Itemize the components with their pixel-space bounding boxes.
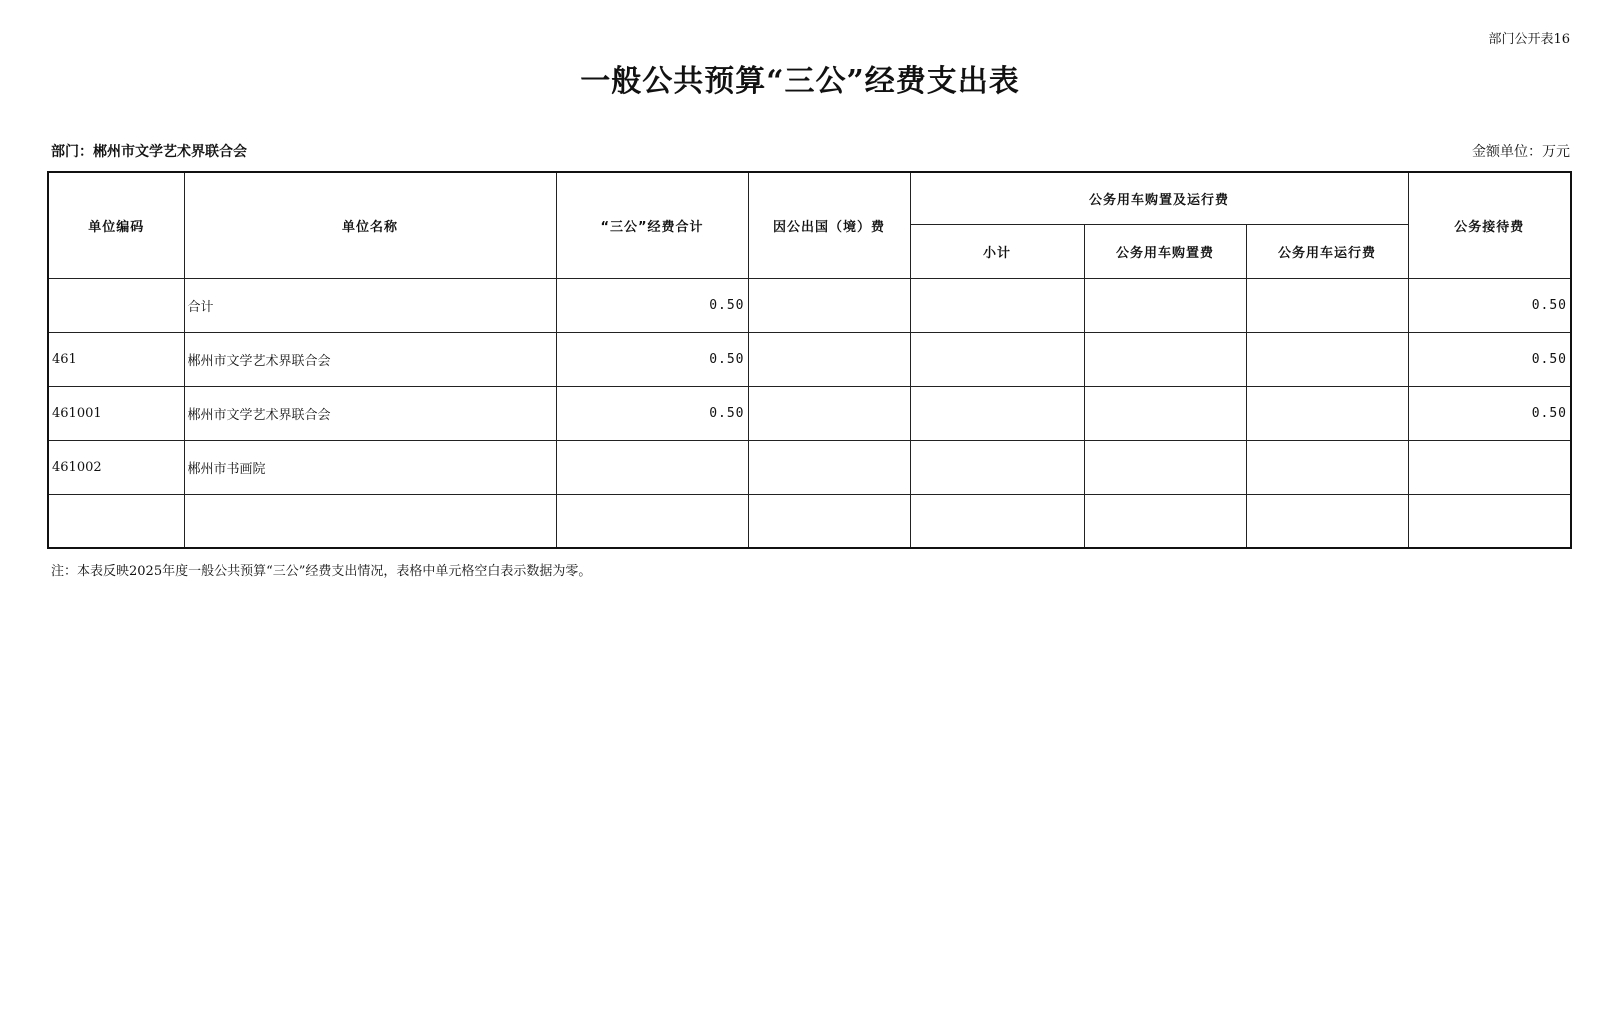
- cell-vehicle-subtotal: [910, 494, 1084, 548]
- cell-name: 郴州市文学艺术界联合会: [184, 332, 556, 386]
- table-note: 注：本表反映2025年度一般公共预算“三公”经费支出情况，表格中单元格空白表示数据为零。: [51, 564, 592, 579]
- cell-code: 461: [48, 332, 184, 386]
- cell-vehicle-operation: [1246, 332, 1408, 386]
- cell-code: [48, 278, 184, 332]
- header-unit-name: 单位名称: [184, 172, 556, 278]
- cell-overseas: [748, 278, 910, 332]
- cell-vehicle-purchase: [1084, 278, 1246, 332]
- header-sangong-total: “三公”经费合计: [556, 172, 748, 278]
- page-title: 一般公共预算“三公”经费支出表: [580, 64, 1020, 99]
- cell-name: 郴州市书画院: [184, 440, 556, 494]
- header-reception: 公务接待费: [1408, 172, 1571, 278]
- document-code: 部门公开表16: [1488, 32, 1570, 47]
- cell-code: 461001: [48, 386, 184, 440]
- cell-vehicle-subtotal: [910, 440, 1084, 494]
- cell-overseas: [748, 494, 910, 548]
- cell-reception: [1408, 440, 1571, 494]
- table-row-empty: [48, 494, 1571, 548]
- cell-overseas: [748, 440, 910, 494]
- cell-overseas: [748, 386, 910, 440]
- cell-reception: [1408, 494, 1571, 548]
- cell-total: [556, 440, 748, 494]
- cell-name: [184, 494, 556, 548]
- amount-unit-label: 金额单位：万元: [1472, 144, 1570, 160]
- cell-vehicle-purchase: [1084, 440, 1246, 494]
- header-unit-code: 单位编码: [48, 172, 184, 278]
- cell-vehicle-purchase: [1084, 332, 1246, 386]
- table-header-row: [48, 172, 1571, 224]
- cell-reception: 0.50: [1408, 386, 1571, 440]
- table-row-total: [48, 278, 1571, 332]
- header-vehicle-subtotal: 小计: [910, 224, 1084, 278]
- table-row: [48, 332, 1571, 386]
- cell-vehicle-operation: [1246, 386, 1408, 440]
- table-row: [48, 440, 1571, 494]
- cell-code: 461002: [48, 440, 184, 494]
- header-vehicle-group: 公务用车购置及运行费: [910, 172, 1408, 224]
- cell-vehicle-operation: [1246, 278, 1408, 332]
- cell-name: 合计: [184, 278, 556, 332]
- header-vehicle-purchase: 公务用车购置费: [1084, 224, 1246, 278]
- cell-overseas: [748, 332, 910, 386]
- header-vehicle-operation: 公务用车运行费: [1246, 224, 1408, 278]
- cell-vehicle-operation: [1246, 494, 1408, 548]
- header-overseas: 因公出国（境）费: [748, 172, 910, 278]
- cell-vehicle-operation: [1246, 440, 1408, 494]
- cell-code: [48, 494, 184, 548]
- cell-vehicle-subtotal: [910, 278, 1084, 332]
- cell-reception: 0.50: [1408, 278, 1571, 332]
- cell-total: [556, 494, 748, 548]
- cell-vehicle-subtotal: [910, 332, 1084, 386]
- cell-vehicle-purchase: [1084, 386, 1246, 440]
- department-label: 部门：郴州市文学艺术界联合会: [51, 144, 247, 160]
- cell-reception: 0.50: [1408, 332, 1571, 386]
- cell-total: 0.50: [556, 386, 748, 440]
- cell-vehicle-subtotal: [910, 386, 1084, 440]
- cell-total: 0.50: [556, 278, 748, 332]
- cell-total: 0.50: [556, 332, 748, 386]
- table-row: [48, 386, 1571, 440]
- cell-name: 郴州市文学艺术界联合会: [184, 386, 556, 440]
- cell-vehicle-purchase: [1084, 494, 1246, 548]
- sangong-expense-table: [47, 171, 1572, 549]
